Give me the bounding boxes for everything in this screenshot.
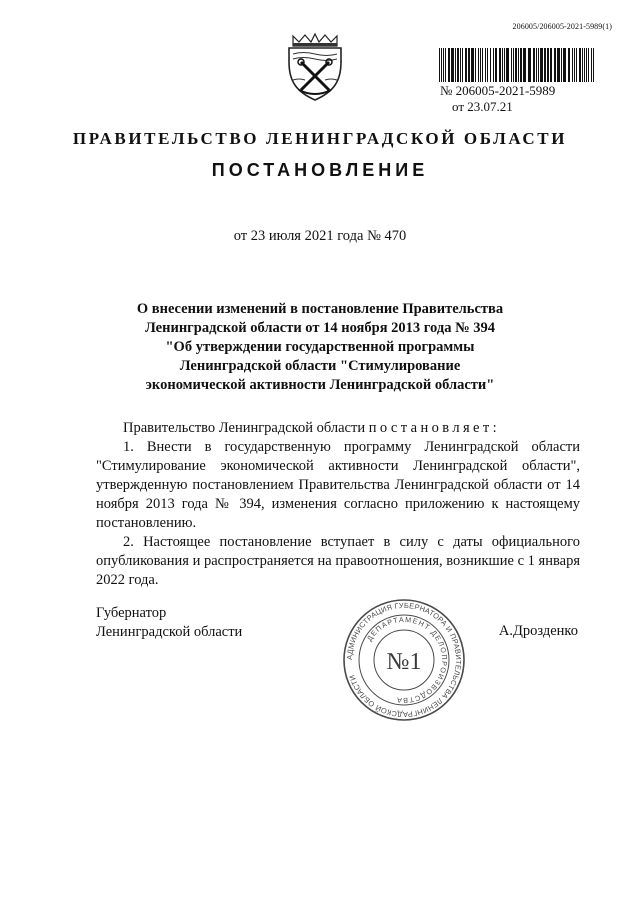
official-seal-icon: [342, 598, 466, 722]
barcode-bar: [448, 48, 450, 82]
barcode-bar: [445, 48, 446, 82]
barcode-bar: [485, 48, 486, 82]
signatory-name: А.Дрозденко: [498, 623, 578, 639]
barcode-bar: [504, 48, 505, 82]
barcode-bar: [547, 48, 549, 82]
barcode-bar: [502, 48, 503, 82]
body-intro-subject: Правительство Ленинградской области: [123, 420, 366, 436]
seal-center-text: №1: [386, 649, 422, 675]
barcode-bar: [455, 48, 456, 82]
barcode-icon: [438, 48, 596, 82]
barcode-bar: [554, 48, 556, 82]
barcode-bar: [523, 48, 526, 82]
barcode-bar: [506, 48, 509, 82]
barcode-bar: [520, 48, 522, 82]
barcode-bar: [579, 48, 581, 82]
document-reference-id: 206005/206005-2021-5989(1): [512, 22, 612, 31]
subject-line: экономической активности Ленинградской области": [145, 377, 495, 393]
barcode-bar: [478, 48, 479, 82]
signature-position: [96, 604, 242, 642]
barcode-bar: [540, 48, 543, 82]
barcode-bar: [513, 48, 514, 82]
barcode-bar: [465, 48, 467, 82]
barcode-bar: [493, 48, 494, 82]
barcode-bar: [586, 48, 587, 82]
barcode-bar: [471, 48, 474, 82]
signature-position-line: Губернатор: [96, 605, 167, 621]
seal-inner-text: ДЕПАРТАМЕНТ ДЕЛОПРОИЗВОДСТВА: [364, 614, 450, 706]
barcode-bar: [582, 48, 583, 82]
body-intro-action: постановляет:: [368, 420, 501, 436]
barcode-bar: [480, 48, 481, 82]
barcode-bar: [572, 48, 573, 82]
coat-of-arms-icon: [285, 32, 345, 104]
barcode-bar: [568, 48, 570, 82]
barcode-bar: [576, 48, 577, 82]
barcode-bar: [536, 48, 537, 82]
barcode-bar: [563, 48, 566, 82]
barcode-bar: [490, 48, 491, 82]
barcode-bar: [588, 48, 589, 82]
document-subject: [96, 300, 544, 395]
barcode-bar: [439, 48, 440, 82]
subject-line: Ленинградской области "Стимулирование: [179, 358, 461, 374]
barcode-bar: [457, 48, 459, 82]
body-item-2: 2. Настоящее постановление вступает в силу с даты официального опубликования и распространяется на правоотношения, возникшие с 1 января 2022 года.: [96, 534, 580, 588]
barcode-bar: [460, 48, 461, 82]
barcode-bar: [544, 48, 546, 82]
government-title: ПРАВИТЕЛЬСТВО ЛЕНИНГРАДСКОЙ ОБЛАСТИ: [72, 129, 568, 148]
barcode-bar: [561, 48, 562, 82]
barcode-bar: [495, 48, 497, 82]
barcode-bar: [538, 48, 539, 82]
barcode-bar: [557, 48, 560, 82]
barcode-bar: [441, 48, 442, 82]
subject-line: О внесении изменений в постановление Правительства: [136, 301, 504, 317]
body-item-1: 1. Внести в государственную программу Ленинградской области "Стимулирование экономической активности Ленинградской области", утвержденную постановлением Правительства Ленинградской области от 14 ноября 2013 года № 394, изменения согласно приложению к настоящему постановлению.: [96, 439, 580, 531]
barcode-bar: [475, 48, 476, 82]
body-intro: [96, 419, 580, 438]
barcode-bar: [482, 48, 483, 82]
barcode-bar: [443, 48, 444, 82]
barcode-bar: [518, 48, 519, 82]
barcode-bar: [593, 48, 594, 82]
barcode-bar: [511, 48, 512, 82]
barcode-bar: [487, 48, 488, 82]
barcode-bar: [515, 48, 517, 82]
barcode-bar: [550, 48, 552, 82]
subject-line: "Об утверждении государственной программы: [165, 339, 475, 355]
barcode-bar: [591, 48, 592, 82]
signature-position-line: Ленинградской области: [96, 624, 243, 640]
barcode-bar: [462, 48, 463, 82]
barcode-bar: [574, 48, 575, 82]
document-date-number: от 23 июля 2021 года № 470: [233, 228, 407, 244]
document-body: [96, 419, 580, 590]
barcode-bar: [468, 48, 470, 82]
document-type-title: ПОСТАНОВЛЕНИЕ: [211, 160, 429, 180]
registration-number: № 206005-2021-5989: [440, 83, 556, 98]
barcode-bar: [499, 48, 501, 82]
barcode-bar: [451, 48, 454, 82]
barcode-bar: [528, 48, 531, 82]
registration-date: от 23.07.21: [452, 99, 513, 114]
barcode-bar: [533, 48, 535, 82]
seal-outer-text: АДМИНИСТРАЦИЯ ГУБЕРНАТОРА И ПРАВИТЕЛЬСТВА ЛЕНИНГРАДСКОЙ ОБЛАСТИ: [344, 600, 464, 720]
barcode-bar: [584, 48, 585, 82]
subject-line: Ленинградской области от 14 ноября 2013 года № 394: [144, 320, 496, 336]
